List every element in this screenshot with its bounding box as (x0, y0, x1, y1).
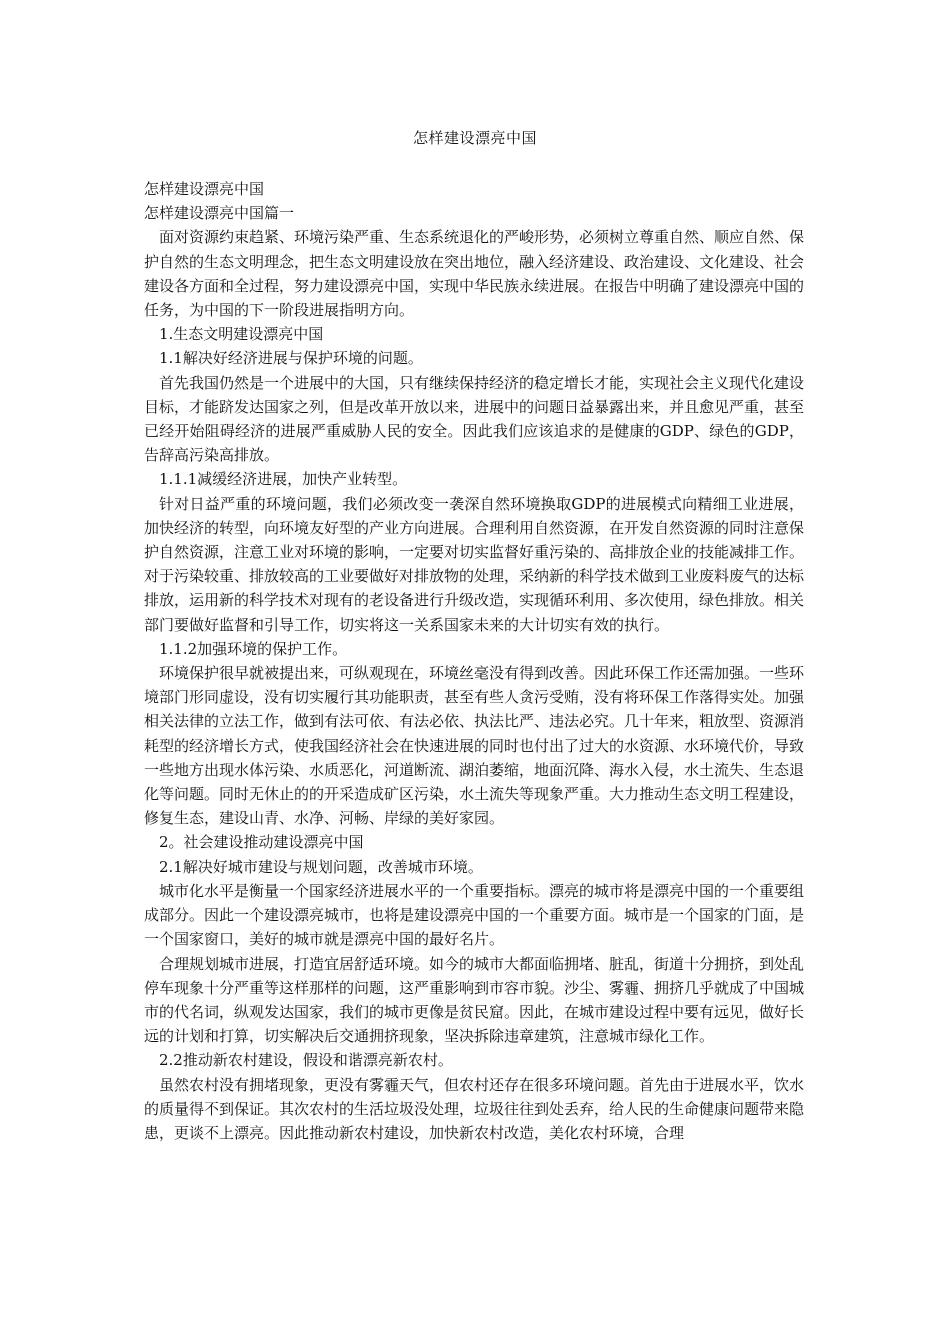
document-body (144, 177, 804, 1145)
section-heading: 1.1.1减缓经济进展，加快产业转型。 (159, 470, 408, 489)
paragraph: 针对日益严重的环境问题，我们必须改变一袭深自然环境换取GDP的进展模式向精细工业进展，加快经济的转型，向环境友好型的产业方向进展。合理利用自然资源，在开发自然资源的同时注意保护自然资源，注意工业对环境的影响，一定要对切实监督好重污染的、高排放企业的技能减排工作。对于污染较重、排放较高的工业要做好对排放物的处理，采纳新的科学技术做到工业废料废气的达标排放，运用新的科学技术对现有的老设备进行升级改造，实现循环利用、多次使用，绿色排放。相关部门要做好监督和引导工作，切实将这一关系国家未来的大计切实有效的执行。 (144, 494, 805, 634)
paragraph: 首先我国仍然是一个进展中的大国，只有继续保持经济的稳定增长才能，实现社会主义现代化建设目标，才能跻发达国家之列，但是改革开放以来，进展中的问题日益暴露出来，并且愈见严重，甚至已经开始阻碍经济的进展严重威胁人民的安全。因此我们应该追求的是健康的GDP、绿色的GDP，告辞高污染高排放。 (144, 373, 805, 465)
paragraph: 虽然农村没有拥堵现象，更没有雾霾天气，但农村还存在很多环境问题。首先由于进展水平，饮水的质量得不到保证。其次农村的生活垃圾没处理，垃圾往往到处丢弃，给人民的生命健康问题带来隐患，更谈不上漂亮。因此推动新农村建设，加快新农村改造，美化农村环境，合理 (144, 1075, 805, 1142)
section-heading: 2.2推动新农村建设，假设和谐漂亮新农村。 (159, 1051, 453, 1070)
paragraph: 环境保护很早就被提出来，可纵观现在，环境丝毫没有得到改善。因此环保工作还需加强。一些环境部门形同虚设，没有切实履行其功能职责，甚至有些人贪污受贿，没有将环保工作落得实处。加强相关法律的立法工作，做到有法可依、有法必依、执法比严、违法必究。几十年来，粗放型、资源消耗型的经济增长方式，使我国经济社会在快速进展的同时也付出了过大的水资源、水环境代价，导致一些地方出现水体污染、水质恶化，河道断流、湖泊萎缩，地面沉降、海水入侵，水土流失、生态退化等问题。同时无休止的的开采造成矿区污染，水土流失等现象严重。大力推动生态文明工程建设，修复生态，建设山青、水净、河畅、岸绿的美好家园。 (144, 664, 805, 828)
section-heading: 2。社会建设推动建设漂亮中国 (159, 833, 364, 852)
paragraph-heading: 怎样建设漂亮中国 (144, 180, 265, 198)
section-heading: 1.1解决好经济进展与保护环境的问题。 (159, 349, 423, 368)
paragraph: 合理规划城市进展，打造宜居舒适环境。如今的城市大都面临拥堵、脏乱，街道十分拥挤，到处乱停车现象十分严重等这样那样的问题，这严重影响到市容市貌。沙尘、雾霾、拥挤几乎就成了中国城市的代名词，纵观发达国家，我们的城市更像是贫民窟。因此，在城市建设过程中要有远见，做好长远的计划和打算，切实解决后交通拥挤现象，坚决拆除违章建筑，注意城市绿化工作。 (144, 954, 805, 1046)
section-heading: 1.生态文明建设漂亮中国 (159, 325, 324, 344)
paragraph: 面对资源约束趋紧、环境污染严重、生态系统退化的严峻形势，必须树立尊重自然、顺应自然、保护自然的生态文明理念，把生态文明建设放在突出地位，融入经济建设、政治建设、文化建设、社会建设各方面和全过程，努力建设漂亮中国，实现中华民族永续进展。在报告中明确了建设漂亮中国的任务，为中国的下一阶段进展指明方向。 (144, 228, 805, 320)
document-title: 怎样建设漂亮中国 (412, 129, 537, 147)
section-heading: 1.1.2加强环境的保护工作。 (159, 639, 348, 658)
section-heading: 2.1解决好城市建设与规划问题，改善城市环境。 (159, 857, 483, 876)
paragraph: 城市化水平是衡量一个国家经济进展水平的一个重要指标。漂亮的城市将是漂亮中国的一个重要组成部分。因此一个建设漂亮城市，也将是建设漂亮中国的一个重要方面。城市是一个国家的门面，是一个国家窗口，美好的城市就是漂亮中国的最好名片。 (144, 881, 805, 949)
paragraph-subheading: 怎样建设漂亮中国篇一 (144, 204, 295, 223)
